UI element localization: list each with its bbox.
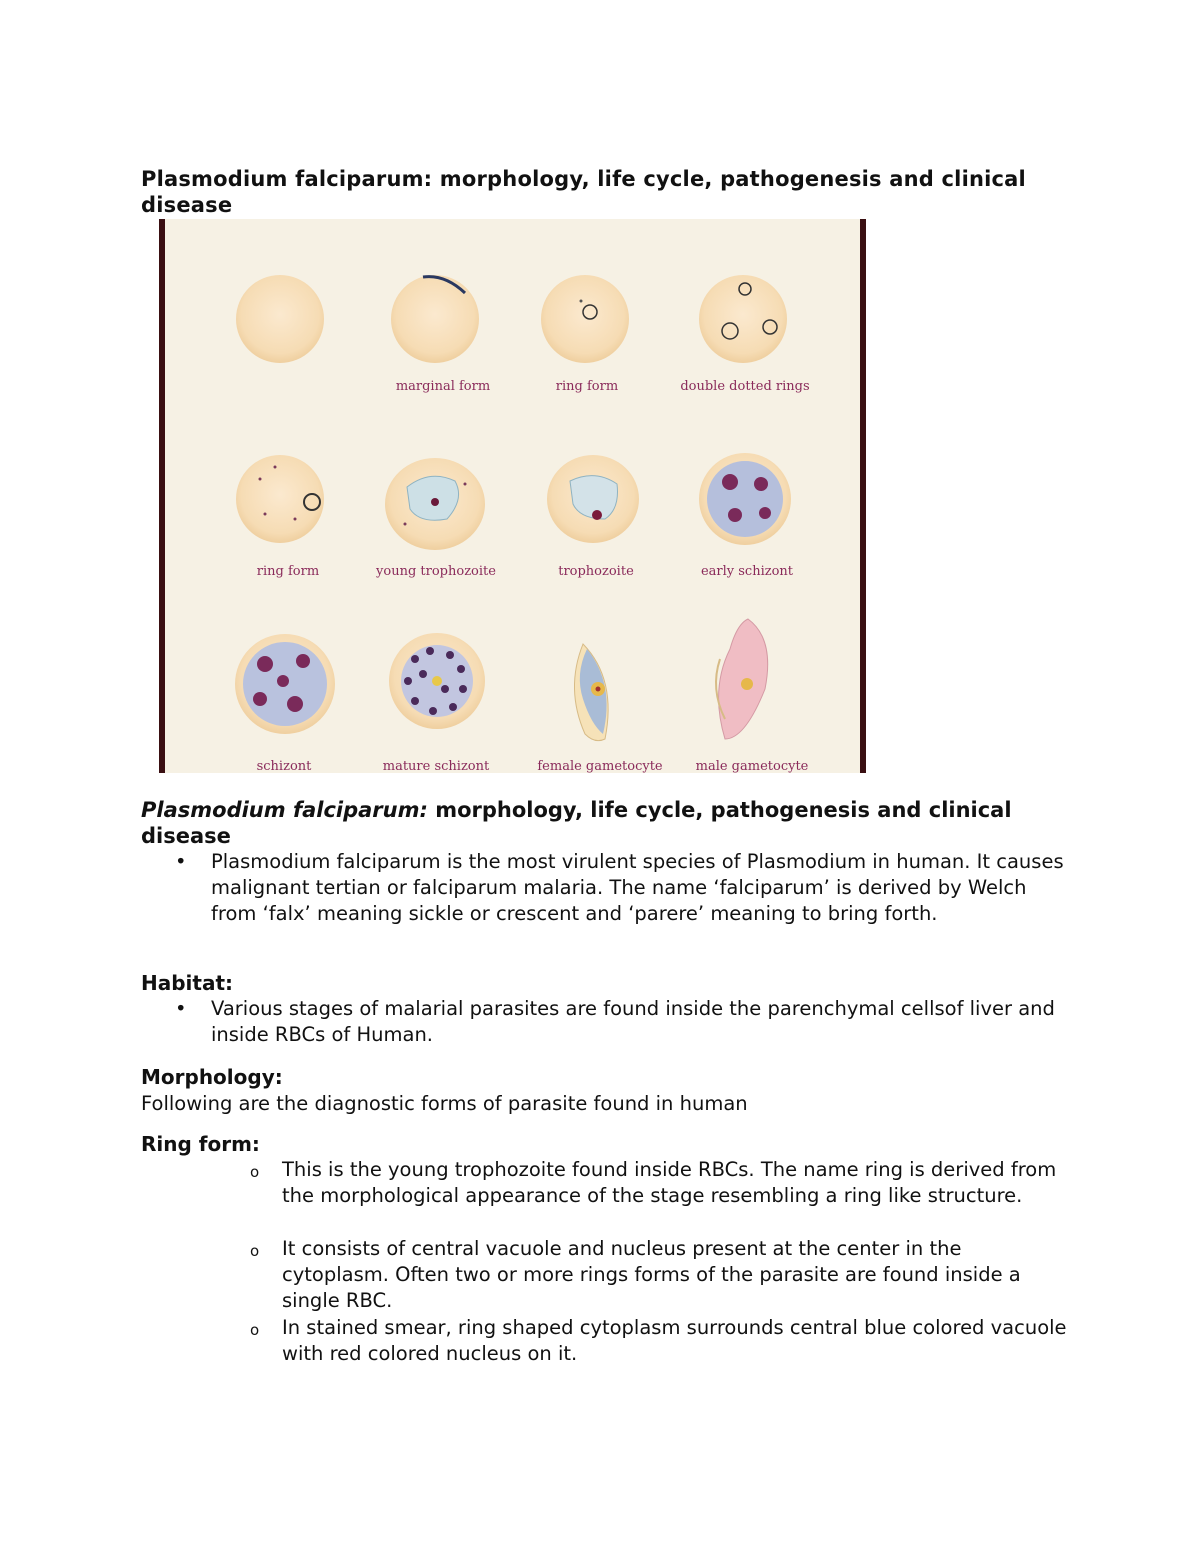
morphology-text: Following are the diagnostic forms of parasite found in human [141, 1092, 748, 1115]
label-trophozoite: trophozoite [558, 564, 634, 579]
bullet-circle: o [250, 1242, 260, 1260]
bullet-circle: o [250, 1163, 260, 1181]
habitat-text: Various stages of malarial parasites are found inside the parenchymal cellsof liver and inside RBCs of Human. [211, 997, 1055, 1046]
schizont-cell [235, 634, 335, 734]
male-gametocyte-cell [716, 619, 768, 739]
bullet-disc: • [175, 850, 187, 873]
plasmodium-stages-figure [159, 219, 866, 773]
ring-form-heading: Ring form: [141, 1132, 260, 1156]
heading-italic-part: Plasmodium falciparum: [141, 798, 428, 822]
young-trophozoite-cell [385, 458, 485, 550]
document-title: Plasmodium falciparum: morphology, life cycle, pathogenesis and clinical disease [141, 167, 1026, 217]
morphology-heading: Morphology: [141, 1065, 283, 1089]
ring-form-text-2: It consists of central vacuole and nucleus present at the center in the cytoplasm. Often two or more rings forms of the parasite are found inside a single RBC. [282, 1237, 1021, 1312]
intro-text: Plasmodium falciparum is the most virulent species of Plasmodium in human. It causes malignant tertian or falciparum malaria. The name ‘falciparum’ is derived by Welch from ‘falx’ meaning sickle or crescent and ‘parere’ meaning to bring forth. [211, 850, 1064, 925]
label-double-dotted-rings: double dotted rings [680, 379, 810, 394]
ring-form-cell-2 [236, 455, 324, 543]
label-young-trophozoite: young trophozoite [376, 564, 496, 579]
ring-form-text-1: This is the young trophozoite found inside RBCs. The name ring is derived from the morphological appearance of the stage resembling a ring like structure. [282, 1158, 1057, 1207]
bullet-disc: • [175, 997, 187, 1020]
female-gametocyte-cell [574, 644, 608, 741]
label-mature-schizont: mature schizont [382, 759, 490, 773]
normal-rbc [236, 275, 324, 363]
trophozoite-cell [547, 455, 639, 543]
label-ring-form: ring form [555, 379, 619, 394]
bullet-circle: o [250, 1321, 260, 1339]
habitat-heading: Habitat: [141, 971, 234, 995]
stages-illustration [165, 219, 860, 773]
label-ring-form-2: ring form [256, 564, 320, 579]
marginal-form-cell [391, 275, 479, 363]
label-male-gametocyte: male gametocyte [695, 759, 809, 773]
heading-rest: morphology, life cycle, pathogenesis and clinical disease [141, 798, 1012, 848]
early-schizont-cell [699, 453, 791, 545]
label-schizont: schizont [256, 759, 312, 773]
double-dotted-rings-cell [699, 275, 787, 363]
mature-schizont-cell [389, 633, 485, 729]
ring-form-cell [541, 275, 629, 363]
section-heading [141, 797, 1071, 849]
label-female-gametocyte: female gametocyte [537, 759, 663, 773]
label-marginal-form: marginal form [395, 379, 491, 394]
ring-form-text-3: In stained smear, ring shaped cytoplasm surrounds central blue colored vacuole with red colored nucleus on it. [282, 1316, 1067, 1365]
label-early-schizont: early schizont [700, 564, 794, 579]
